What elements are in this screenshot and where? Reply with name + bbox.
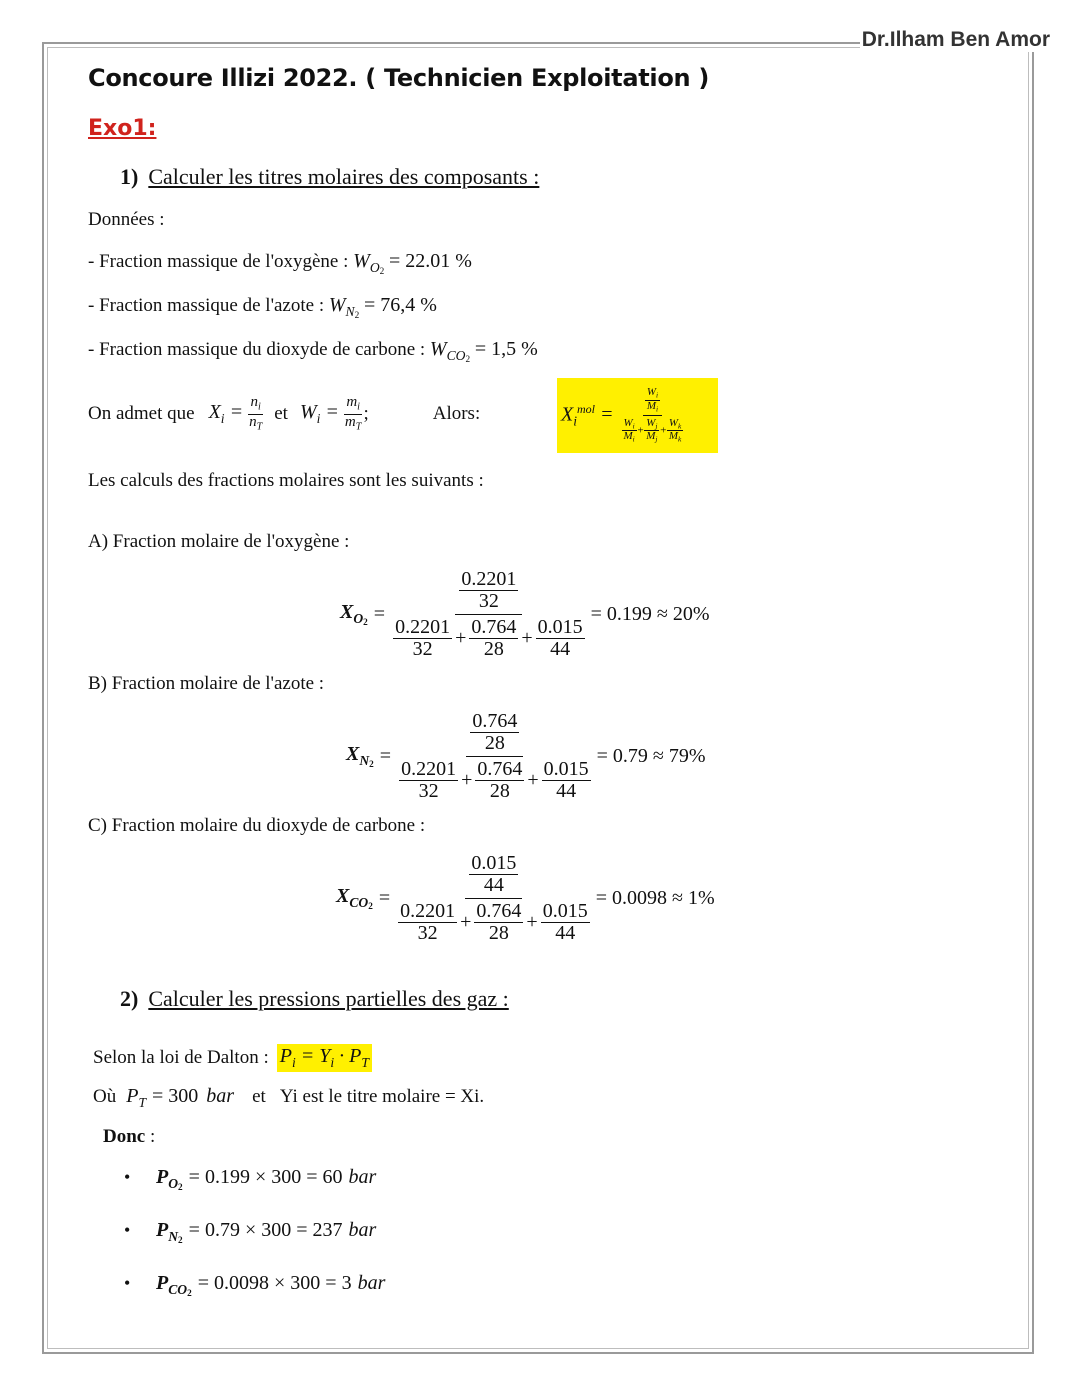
donc-label: Donc: [103, 1126, 146, 1147]
et-label: et: [274, 403, 288, 424]
page-frame-inner: [47, 47, 1029, 1349]
mole-fraction-definition: $\frac{n_i}{n_T}$: [249, 394, 263, 433]
calc-intro: Les calculs des fractions molaires sont les suivants :: [88, 470, 484, 491]
oxygen-mole-fraction-equation: $X_{O2}$ = $\frac{0.2201}{32}$ $\frac{0.2201}{32}$ + $\frac{0.764}{28}$ + $\frac{0.015}{44}$ = 0.199 ≈ 20%: [340, 567, 710, 660]
question-2-heading: [120, 986, 509, 1012]
mass-fraction-definition: $\frac{m_i}{m_T}$: [344, 394, 362, 433]
co2-mass-fraction-label: - Fraction massique du dioxyde de carbone :: [88, 339, 426, 360]
oxygen-result: = 0.199 ≈ 20%: [590, 602, 710, 625]
partial-pressure-o2: • $P_{O2}$ = 0.199 × 300 = 60 bar: [124, 1166, 377, 1192]
partial-pressure-n2-value: = 0.79 × 300 = 237: [188, 1219, 343, 1241]
nitrogen-section-label: B) Fraction molaire de l'azote :: [88, 673, 325, 694]
bullet-icon: •: [124, 1220, 131, 1240]
mole-fraction-formula: $\frac{W_i}{M_i}$ $\frac{W_i}{M_i}$ + $\frac{W_j}{M_j}$ + $\frac{W_k}{M_k}$: [623, 386, 682, 445]
nitrogen-big-fraction: $\frac{0.764}{28}$ $\frac{0.2201}{32}$ + $\frac{0.764}{28}$ + $\frac{0.015}{44}$: [401, 709, 589, 802]
question-1-heading: [120, 164, 539, 190]
admet-label: On admet que: [88, 403, 195, 424]
co2-section-label: C) Fraction molaire du dioxyde de carbone :: [88, 815, 426, 836]
partial-pressure-co2: • $P_{CO2}$ = 0.0098 × 300 = 3 bar: [124, 1272, 386, 1298]
et-label-2: et: [252, 1086, 266, 1107]
yi-definition: Yi est le titre molaire = Xi.: [279, 1086, 485, 1107]
co2-mole-fraction-equation: $X_{CO2}$ = $\frac{0.015}{44}$ $\frac{0.2201}{32}$ + $\frac{0.764}{28}$ + $\frac{0.015}{44}$ = 0.0098 ≈ 1%: [336, 851, 715, 944]
co2-big-fraction: $\frac{0.015}{44}$ $\frac{0.2201}{32}$ + $\frac{0.764}{28}$ + $\frac{0.015}{44}$: [400, 851, 588, 944]
document-title: Concoure Illizi 2022. ( Technicien Exploitation ): [88, 64, 710, 92]
nitrogen-result: = 0.79 ≈ 79%: [596, 744, 706, 767]
oxygen-section-label: A) Fraction molaire de l'oxygène :: [88, 531, 350, 552]
co2-mass-fraction-value: = 1,5 %: [474, 338, 538, 360]
oxygen-mass-fraction-value: = 22.01 %: [389, 250, 472, 272]
question-2-text: Calculer les pressions partielles des gaz :: [148, 986, 509, 1011]
dalton-formula-highlight: $P_i = Y_i \cdot P_T$: [277, 1044, 372, 1072]
partial-pressure-o2-value: = 0.199 × 300 = 60: [188, 1166, 343, 1188]
oxygen-mass-fraction-label: - Fraction massique de l'oxygène :: [88, 251, 349, 272]
ou-label: Où: [93, 1086, 117, 1107]
co2-result: = 0.0098 ≈ 1%: [595, 886, 715, 909]
dalton-label: Selon la loi de Dalton :: [93, 1046, 269, 1068]
donnees-label: Données :: [88, 209, 165, 230]
question-2-number: 2): [120, 986, 139, 1011]
total-pressure-line: Où $P_T$ = 300 bar et Yi est le titre molaire = Xi.: [93, 1085, 485, 1110]
total-pressure-value: = 300: [152, 1085, 199, 1107]
nitrogen-mass-fraction-value: = 76,4 %: [363, 294, 437, 316]
partial-pressure-co2-value: = 0.0098 × 300 = 3: [197, 1272, 352, 1294]
oxygen-mass-fraction-line: - Fraction massique de l'oxygène : $W_{O2} = 22.01$ %: [88, 250, 472, 276]
dalton-line: [93, 1044, 372, 1072]
bullet-icon: •: [124, 1273, 131, 1293]
nitrogen-mass-fraction-label: - Fraction massique de l'azote :: [88, 295, 325, 316]
donc-line: Donc :: [103, 1126, 156, 1147]
partial-pressure-n2: • $P_{N2}$ = 0.79 × 300 = 237 bar: [124, 1219, 377, 1245]
author-name: Dr.Ilham Ben Amor: [861, 28, 1050, 51]
co2-mass-fraction-line: - Fraction massique du dioxyde de carbone : $W_{CO2} = 1,5$ %: [88, 338, 538, 364]
oxygen-big-fraction: $\frac{0.2201}{32}$ $\frac{0.2201}{32}$ + $\frac{0.764}{28}$ + $\frac{0.015}{44}$: [395, 567, 583, 660]
nitrogen-mass-fraction-line: - Fraction massique de l'azote : $W_{N2} = 76,4$ %: [88, 294, 437, 320]
nitrogen-mole-fraction-equation: $X_{N2}$ = $\frac{0.764}{28}$ $\frac{0.2201}{32}$ + $\frac{0.764}{28}$ + $\frac{0.015}{44}$ = 0.79 ≈ 79%: [346, 709, 706, 802]
exercise-heading: Exo1:: [88, 116, 157, 141]
alors-label: Alors:: [432, 403, 481, 424]
definitions-line: On admet que $X_i$ = $\frac{n_i}{n_T}$ et $W_i$ = $\frac{m_i}{m_T}$ ; Alors:: [88, 394, 481, 433]
bullet-icon: •: [124, 1167, 131, 1187]
mole-fraction-formula-highlight: $X_i^{mol}$ = $\frac{W_i}{M_i}$ $\frac{W_i}{M_i}$ + $\frac{W_j}{M_j}$ + $\frac{W_k}{M_k}$: [557, 378, 718, 453]
question-1-number: 1): [120, 164, 139, 189]
total-pressure-unit: bar: [206, 1085, 235, 1107]
question-1-text: Calculer les titres molaires des composants :: [148, 164, 540, 189]
